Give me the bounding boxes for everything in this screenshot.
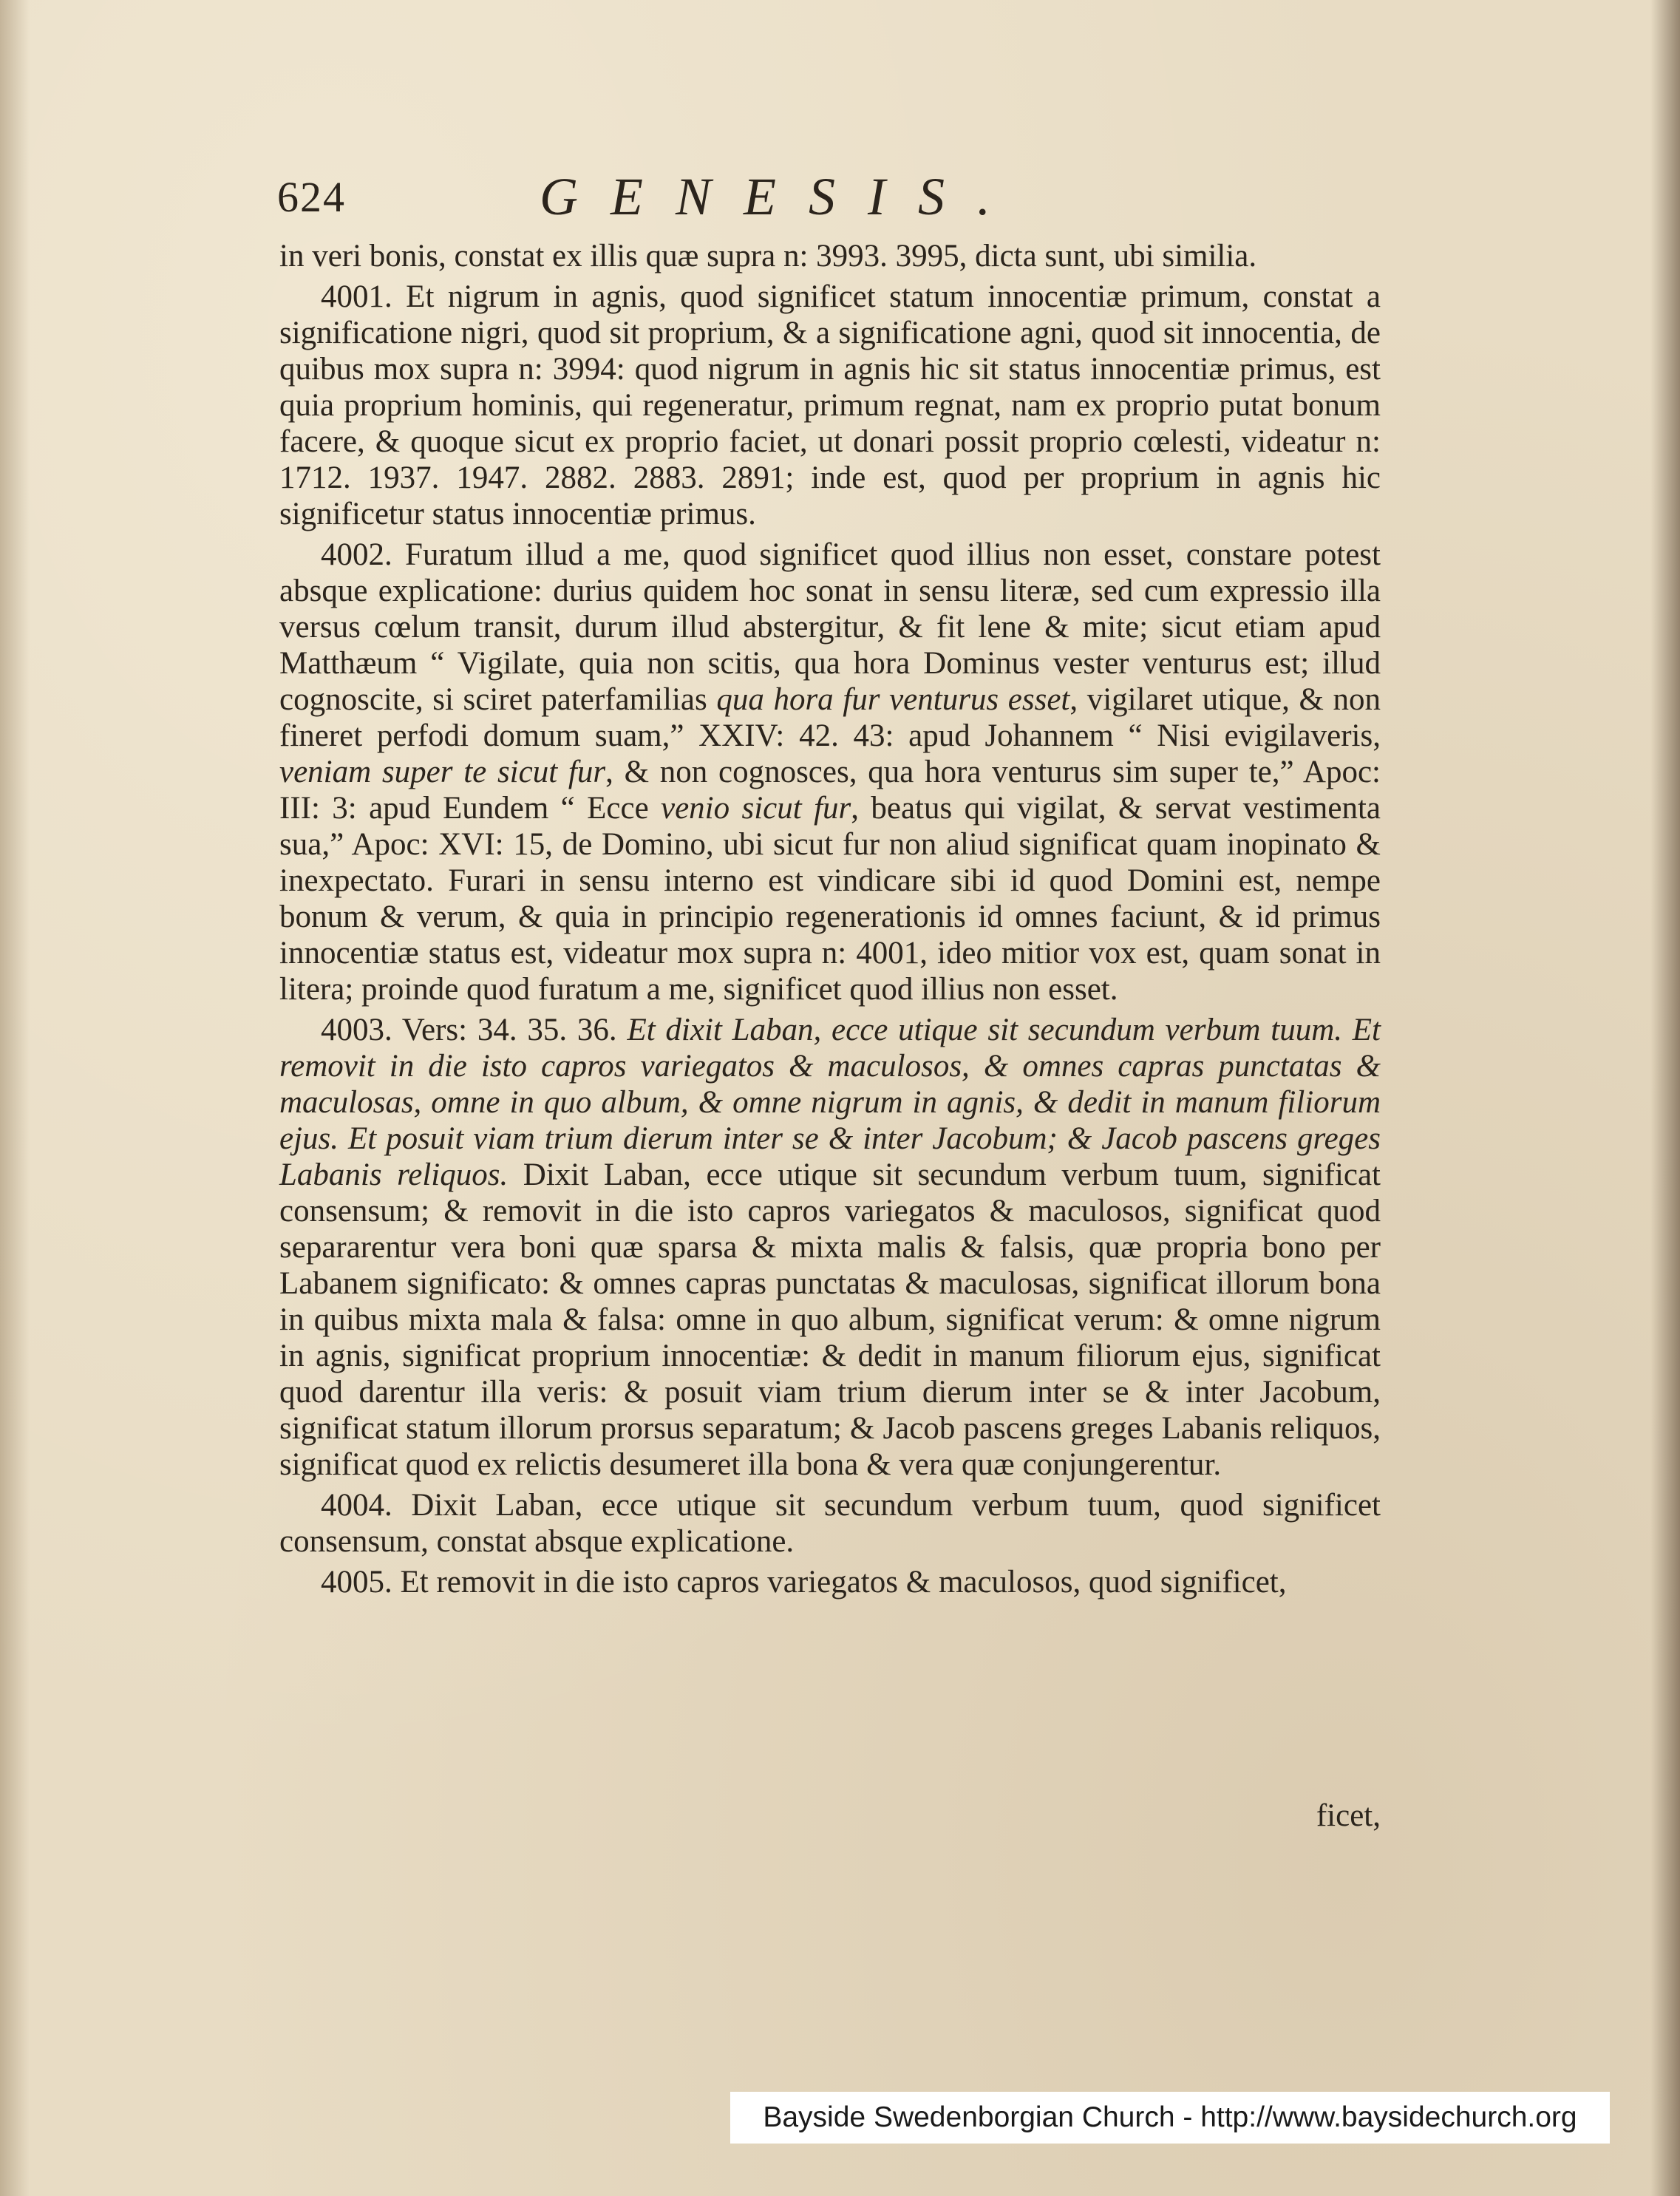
paragraph-4002 bbox=[279, 537, 1381, 1007]
paragraph-4002-text-a: 4002. Furatum illud a me, quod significet quod illius non esset, constare potest absque explicatione: durius quidem hoc sonat in sensu literæ, sed cum expressio illa versus cœlum transit, durum illud abstergitur, & fit lene & mite; sicut etiam apud Matthæum “ Vigilate, quia non scitis, qua hora Dominus vester venturus est; illud cognoscite, si sciret paterfamilias bbox=[279, 537, 1381, 717]
paragraph-4002-italic-b: veniam super te sicut fur bbox=[279, 755, 606, 789]
paragraph-continuation: in veri bonis, constat ex illis quæ supra n: 3993. 3995, dicta sunt, ubi similia. bbox=[279, 239, 1257, 273]
running-title: GENESIS. bbox=[540, 167, 1023, 226]
paragraph-4001: 4001. Et nigrum in agnis, quod significet statum innocentiæ primum, constat a significatione nigri, quod sit proprium, & a significatione agni, quod sit innocentia, de quibus mox supra n: 3994: quod nigrum in agnis hic sit status innocentiæ primus, est quia proprium hominis, qui regeneratur, primum regnat, nam ex proprio putat bonum facere, & quoque sicut ex proprio faciet, ut donari possit proprio cœlesti, videatur n: 1712. 1937. 1947. 2882. 2883. 2891; inde est, quod per proprium in agnis hic significetur status innocentiæ primus. bbox=[279, 279, 1381, 531]
page-right-shadow bbox=[1650, 0, 1680, 2196]
footer-credit: Bayside Swedenborgian Church - http://www.baysidechurch.org bbox=[730, 2092, 1610, 2144]
paragraph-4002-text-d: , beatus qui vigilat, & servat vestimenta sua,” Apoc: XVI: 15, de Domino, ubi sicut fur non aliud significat quam inopinato & inexpectato. Furari in sensu interno est vindicare sibi id quod Domini est, nempe bonum & verum, & quia in principio regenerationis id omnes faciunt, & id primus innocentiæ status est, videatur mox supra n: 4001, ideo mitior vox est, quam sonat in litera; proinde quod furatum a me, significet quod illius non esset. bbox=[279, 791, 1381, 1007]
paragraph-4003-text-a: 4003. Vers: 34. 35. 36. bbox=[321, 1013, 628, 1047]
paragraph-4002-text-c: , & non cognosces, qua hora venturus sim super te,” Apoc: III: 3: apud Eundem “ Ecce bbox=[279, 755, 1381, 826]
paragraph-4002-italic-a: qua hora fur venturus esset bbox=[716, 682, 1070, 717]
paragraph-4003 bbox=[279, 1012, 1381, 1483]
page-left-shadow bbox=[0, 0, 30, 2196]
catchword: ficet, bbox=[1316, 1798, 1381, 1833]
text-block bbox=[279, 238, 1381, 1605]
paragraph-4003-text-b: Dixit Laban, ecce utique sit secundum verbum tuum, significat consensum; & removit in die isto capros variegatos & maculosos, significat quod separarentur vera boni quæ sparsa & mixta malis & falsis, quæ propria bono per Labanem significato: & omnes capras punctatas & maculosas, significat illorum bona in quibus mixta mala & falsa: omne in quo album, significat verum: & omne nigrum in agnis, significat proprium innocentiæ: & dedit in manum filiorum ejus, significat quod darentur illa veris: & posuit viam trium dierum inter se & inter Jacobum, significat statum illorum prorsus separatum; & Jacob pascens greges Labanis reliquos, significat quod ex relictis desumeret illa bona & vera quæ conjungerentur. bbox=[279, 1158, 1381, 1482]
paragraph-4002-italic-c: venio sicut fur bbox=[661, 791, 851, 826]
running-head bbox=[277, 166, 1386, 233]
paragraph-4005: 4005. Et removit in die isto capros variegatos & maculosos, quod significet, bbox=[321, 1565, 1287, 1600]
paragraph-4004: 4004. Dixit Laban, ecce utique sit secundum verbum tuum, quod significet consensum, constat absque explicatione. bbox=[279, 1488, 1381, 1559]
page-number: 624 bbox=[277, 173, 346, 221]
paragraph-4002-text-b: , vigilaret utique, & non fineret perfodi domum suam,” XXIV: 42. 43: apud Johannem “ Nisi evigilaveris, bbox=[279, 682, 1381, 753]
paragraph-4003-italic-a: Et dixit Laban, ecce utique sit secundum verbum tuum. Et removit in die isto capros variegatos & maculosos, & omnes capras punctatas & maculosas, omne in quo album, & omne nigrum in agnis, & dedit in manum filiorum ejus. Et posuit viam trium dierum inter se & inter Jacobum; & Jacob pascens greges Labanis reliquos. bbox=[279, 1013, 1381, 1192]
